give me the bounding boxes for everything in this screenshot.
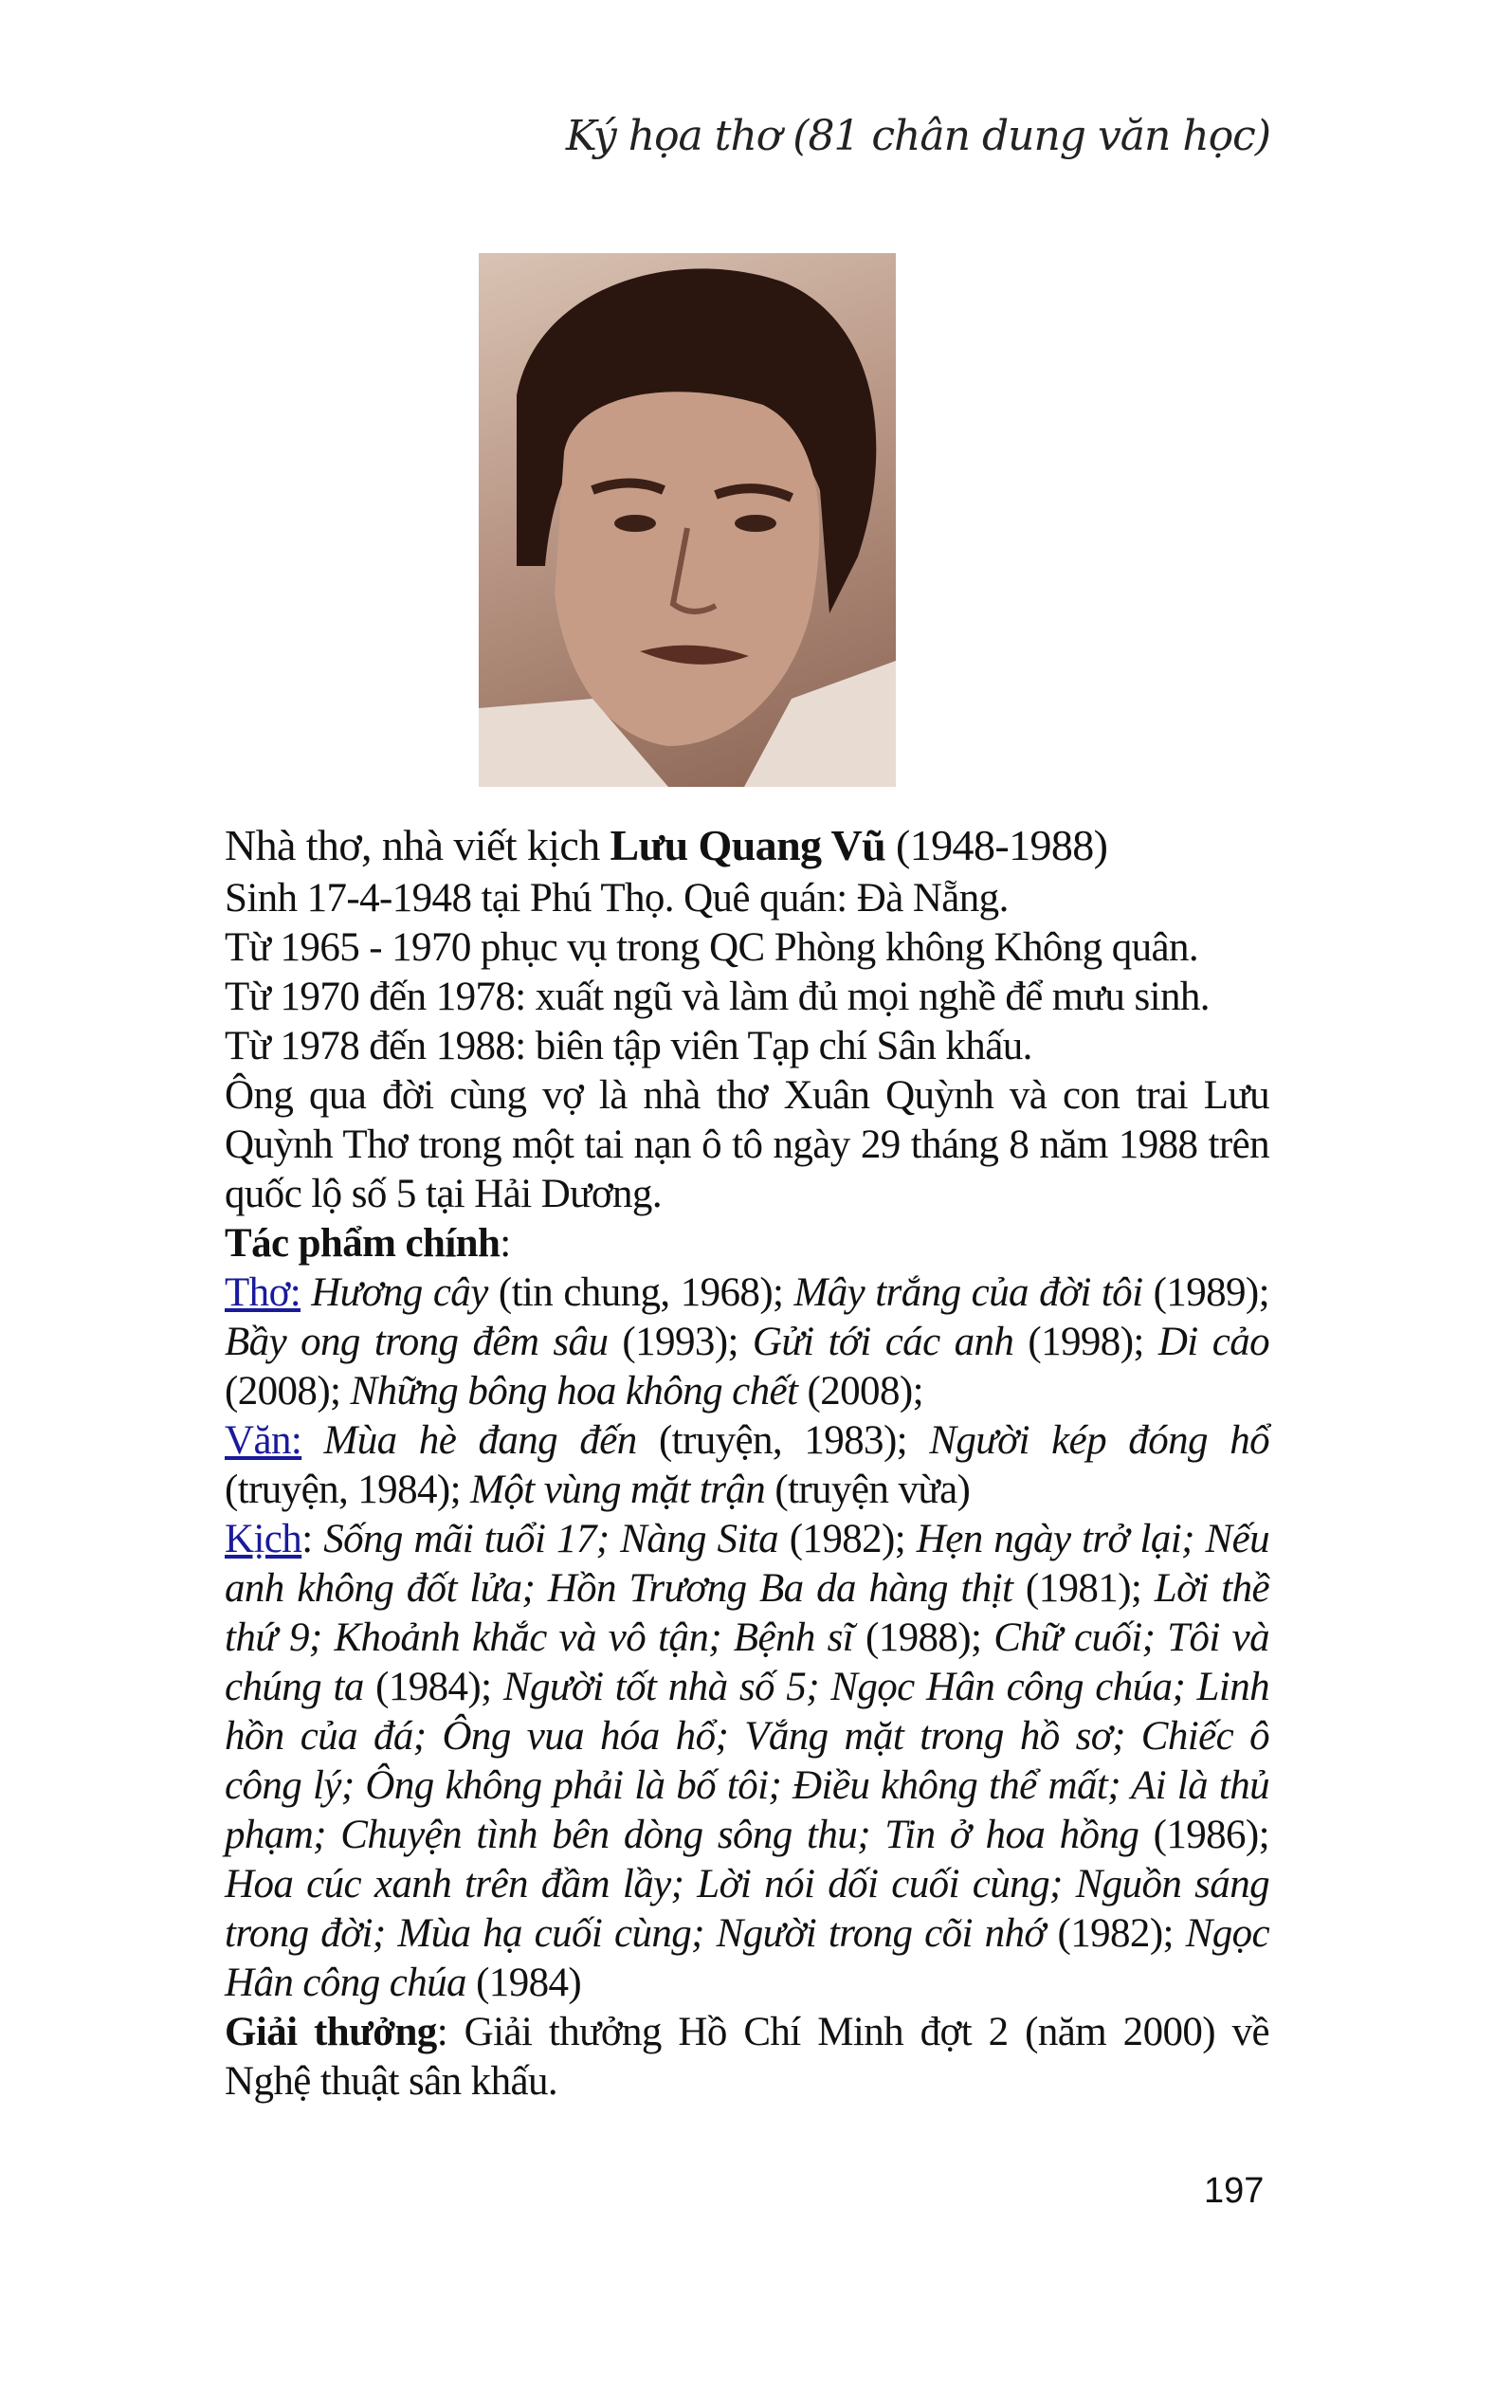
work-title: Mùa hè đang đến bbox=[301, 1418, 637, 1463]
work-title: Bầy ong trong đêm sâu bbox=[225, 1320, 609, 1364]
page-number: 197 bbox=[1204, 2171, 1265, 2211]
bio-service: Từ 1965 - 1970 phục vụ trong QC Phòng không Không quân. bbox=[225, 925, 1199, 970]
author-name: Lưu Quang Vũ bbox=[610, 821, 886, 869]
work-title: Chữ cuối; Tôi và chúng ta bbox=[225, 1615, 1269, 1709]
work-detail: (1998); bbox=[1013, 1320, 1158, 1364]
author-years: (1948-1988) bbox=[885, 821, 1108, 869]
poetry-link[interactable]: Thơ: bbox=[225, 1270, 301, 1315]
work-detail: (1981); bbox=[1012, 1566, 1155, 1611]
award-line bbox=[225, 2008, 1269, 2107]
running-header: Ký họa thơ (81 chân dung văn học) bbox=[565, 112, 1270, 160]
work-title: Người tốt nhà số 5; Ngọc Hân công chúa; Linh hồn của đá; Ông vua hóa hổ; Vắng mặt trong hồ sơ; Chiếc ô công lý; Ông không phải là bố tôi; Điều không thể mất; Ai là thủ phạm; Chuyện tình bên dòng sông thu; Tin ở hoa hồng bbox=[225, 1665, 1270, 1857]
bio-career-1: Từ 1970 đến 1978: xuất ngũ và làm đủ mọi nghề để mưu sinh. bbox=[225, 975, 1210, 1019]
work-detail: (1984); bbox=[363, 1665, 503, 1709]
work-detail: (truyện vừa) bbox=[765, 1468, 971, 1512]
works-heading: Tác phẩm chính bbox=[225, 1221, 501, 1266]
work-title: Một vùng mặt trận bbox=[470, 1468, 766, 1512]
works-prose bbox=[225, 1416, 1269, 1515]
work-detail: (2008); bbox=[225, 1369, 351, 1414]
works-poetry bbox=[225, 1268, 1269, 1416]
works-heading-colon: : bbox=[500, 1221, 511, 1266]
works-drama bbox=[225, 1515, 1269, 2008]
work-title: Hoa cúc xanh trên đầm lầy; Lời nói dối cuối cùng; Nguồn sáng trong đời; Mùa hạ cuối cùng; Người trong cõi nhớ bbox=[225, 1862, 1269, 1956]
work-title: Di cảo bbox=[1157, 1320, 1269, 1364]
work-title: Gửi tới các anh bbox=[752, 1320, 1014, 1364]
work-detail: (1988); bbox=[853, 1615, 994, 1660]
works-heading-line bbox=[225, 1219, 1269, 1268]
work-detail: (2008); bbox=[797, 1369, 923, 1414]
work-title: Hẹn ngày trở lại; Nếu anh không đốt lửa; Hồn Trương Ba da hàng thịt bbox=[225, 1517, 1269, 1611]
bio-career-2: Từ 1978 đến 1988: biên tập viên Tạp chí Sân khấu. bbox=[225, 1024, 1032, 1068]
work-detail: (truyện, 1984); bbox=[225, 1468, 471, 1512]
work-detail: (truyện, 1983); bbox=[636, 1418, 930, 1463]
author-title-line bbox=[225, 817, 1269, 874]
author-portrait-photo bbox=[479, 253, 896, 787]
work-title: Ngọc Hân công chúa bbox=[225, 1911, 1269, 2005]
work-detail: : bbox=[301, 1517, 324, 1561]
bio-birth: Sinh 17-4-1948 tại Phú Thọ. Quê quán: Đà Nẵng. bbox=[225, 876, 1009, 921]
author-entry bbox=[225, 817, 1269, 2107]
work-detail: (1982); bbox=[789, 1517, 917, 1561]
work-detail: (tin chung, 1968); bbox=[487, 1270, 794, 1315]
work-title: Hương cây bbox=[301, 1270, 488, 1315]
work-detail: (1982); bbox=[1045, 1911, 1186, 1956]
work-title: Những bông hoa không chết bbox=[350, 1369, 798, 1414]
award-text: : Giải thưởng Hồ Chí Minh đợt 2 (năm 2000) về Nghệ thuật sân khấu. bbox=[225, 2010, 1269, 2104]
award-label: Giải thưởng bbox=[225, 2010, 437, 2054]
work-detail: (1986); bbox=[1139, 1813, 1269, 1857]
work-title: Lời thề thứ 9; Khoảnh khắc và vô tận; Bệnh sĩ bbox=[225, 1566, 1269, 1660]
work-detail: (1989); bbox=[1142, 1270, 1269, 1315]
title-prefix: Nhà thơ, nhà viết kịch bbox=[225, 821, 610, 869]
work-detail: (1984) bbox=[465, 1961, 582, 2005]
drama-link[interactable]: Kịch bbox=[225, 1517, 302, 1561]
work-title: Sống mãi tuổi 17; Nàng Sita bbox=[323, 1517, 790, 1561]
work-detail: (1993); bbox=[608, 1320, 753, 1364]
work-title: Mây trắng của đời tôi bbox=[793, 1270, 1143, 1315]
bio-death: Ông qua đời cùng vợ là nhà thơ Xuân Quỳnh và con trai Lưu Quỳnh Thơ trong một tai nạn ô tô ngày 29 tháng 8 năm 1988 trên quốc lộ số 5 tại Hải Dương. bbox=[225, 1073, 1269, 1216]
work-title: Người kép đóng hổ bbox=[929, 1418, 1270, 1463]
prose-link[interactable]: Văn: bbox=[225, 1418, 302, 1463]
